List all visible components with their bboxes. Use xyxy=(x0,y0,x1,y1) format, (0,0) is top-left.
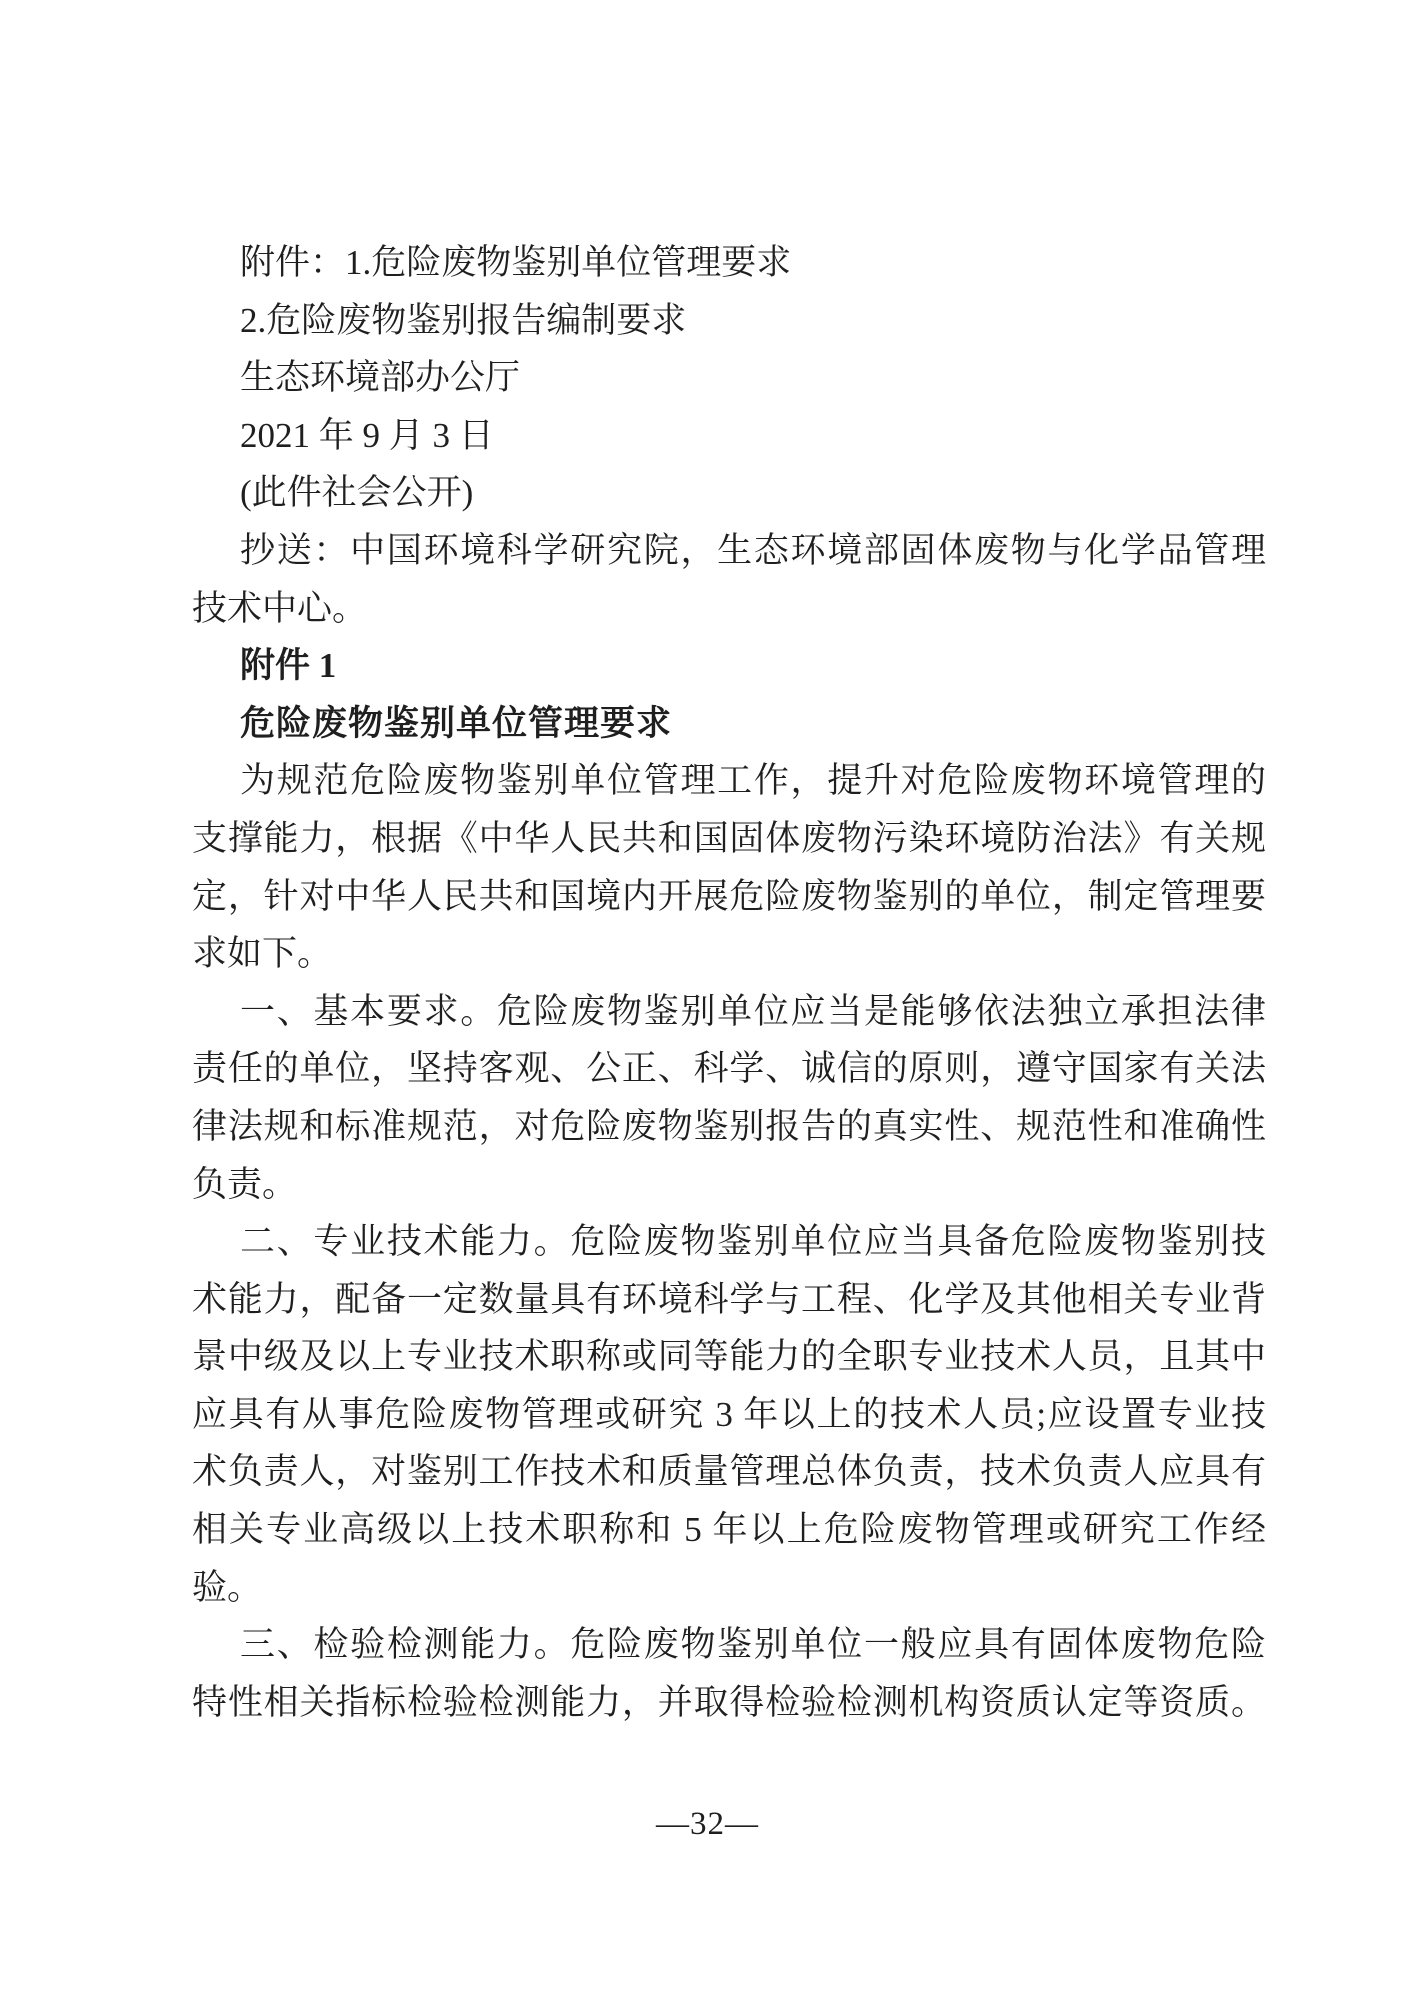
section-3-line-1: 三、检验检测能力。危险废物鉴别单位一般应具有固体废物危险 xyxy=(240,1625,1266,1665)
section-1-line-4: 负责。 xyxy=(192,1164,298,1204)
section-1-line-3: 律法规和标准规范，对危险废物鉴别报告的真实性、规范性和准确性 xyxy=(192,1106,1266,1146)
public-disclosure-note: (此件社会公开) xyxy=(240,473,474,513)
section-2-line-1: 二、专业技术能力。危险废物鉴别单位应当具备危险废物鉴别技 xyxy=(240,1222,1266,1262)
attachment-list-line-1: 附件：1.危险废物鉴别单位管理要求 xyxy=(240,243,792,282)
annex-title: 危险废物鉴别单位管理要求 xyxy=(240,703,673,743)
paragraph-intro-line-3: 定，针对中华人民共和国境内开展危险废物鉴别的单位，制定管理要 xyxy=(192,876,1266,916)
cc-line-1: 抄送：中国环境科学研究院，生态环境部固体废物与化学品管理 xyxy=(240,530,1266,570)
document-body xyxy=(192,234,1266,1731)
issue-date-line: 2021 年 9 月 3 日 xyxy=(240,415,494,455)
section-2-line-5: 术负责人，对鉴别工作技术和质量管理总体负责，技术负责人应具有 xyxy=(192,1452,1266,1492)
issuing-office-line: 生态环境部办公厅 xyxy=(240,358,521,398)
cc-line-2: 技术中心。 xyxy=(192,588,368,628)
annex-label: 附件 1 xyxy=(240,646,337,686)
section-2-line-6: 相关专业高级以上技术职称和 5 年以上危险废物管理或研究工作经 xyxy=(192,1510,1266,1550)
section-1-line-1: 一、基本要求。危险废物鉴别单位应当是能够依法独立承担法律 xyxy=(240,991,1266,1031)
section-2-line-4: 应具有从事危险废物管理或研究 3 年以上的技术人员;应设置专业技 xyxy=(192,1394,1266,1434)
section-1-line-2: 责任的单位，坚持客观、公正、科学、诚信的原则，遵守国家有关法 xyxy=(192,1049,1266,1089)
section-2-line-2: 术能力，配备一定数量具有环境科学与工程、化学及其他相关专业背 xyxy=(192,1279,1266,1319)
page-number: —32— xyxy=(656,1806,759,1842)
attachment-list-line-2: 2.危险废物鉴别报告编制要求 xyxy=(240,300,687,340)
paragraph-intro-line-1: 为规范危险废物鉴别单位管理工作，提升对危险废物环境管理的 xyxy=(240,761,1266,801)
paragraph-intro-line-4: 求如下。 xyxy=(192,934,333,974)
section-3-line-2: 特性相关指标检验检测能力，并取得检验检测机构资质认定等资质。 xyxy=(192,1682,1266,1722)
paragraph-intro-line-2: 支撑能力，根据《中华人民共和国固体废物污染环境防治法》有关规 xyxy=(192,818,1266,858)
section-2-line-3: 景中级及以上专业技术职称或同等能力的全职专业技术人员，且其中 xyxy=(192,1337,1266,1377)
section-2-line-7: 验。 xyxy=(192,1567,263,1607)
